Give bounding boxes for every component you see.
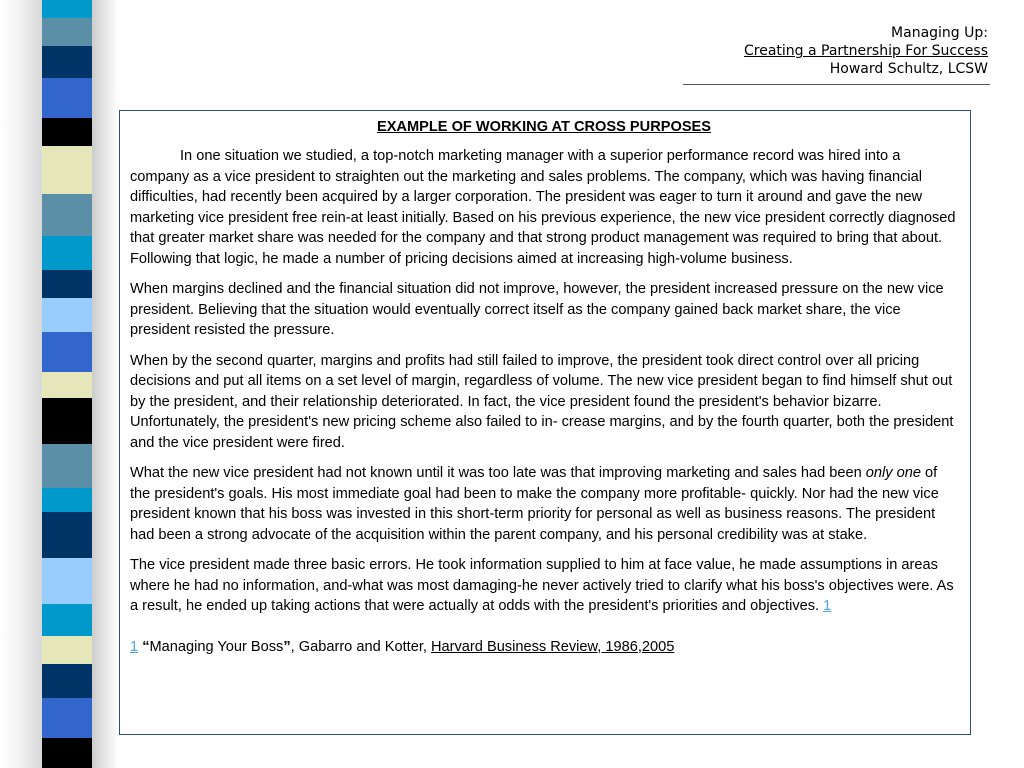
decorative-block <box>42 236 92 270</box>
decorative-block <box>42 372 92 398</box>
paragraph-4-emphasis: only one <box>865 465 921 481</box>
decorative-block <box>42 512 92 558</box>
decorative-block <box>42 18 92 46</box>
footnote-close-quote: ” <box>283 638 291 655</box>
content-box <box>119 110 971 735</box>
decorative-block <box>42 270 92 298</box>
document-title: EXAMPLE OF WORKING AT CROSS PURPOSES <box>376 119 712 135</box>
decorative-block <box>42 738 92 768</box>
decorative-block <box>42 698 92 738</box>
header-author: Howard Schultz, LCSW <box>829 61 988 77</box>
paragraph-5 <box>130 555 958 617</box>
paragraph-4-text-a: What the new vice president had not known until it was too late was that improving marketing and sales had been <box>130 465 866 481</box>
decorative-block <box>42 118 92 146</box>
decorative-block <box>42 332 92 372</box>
paragraph-1: In one situation we studied, a top-notch marketing manager with a superior performance record was hired into a company as a vice president to straighten out the marketing and sales problems. The company, which was having financial difficulties, had recently been acquired by a larger corporation. The president was eager to turn it around and gave the new marketing vice president free rein-at least initially. Based on his previous experience, the new vice president correctly diagnosed that greater market share was needed for the company and that strong product management was required to bring that about. Following that logic, he made a number of pricing decisions aimed at increasing high-volume business. <box>130 148 956 267</box>
header-title: Managing Up: <box>891 25 988 41</box>
paragraph-2: When margins declined and the financial situation did not improve, however, the president increased pressure on the new vice president. Believing that the situation would eventually correct itself as the company gained back market share, the vice president resisted the pressure. <box>130 281 944 338</box>
footnote-article: Managing Your Boss <box>149 638 284 655</box>
paragraph-5-text: The vice president made three basic errors. He took information supplied to him at face value, he made assumptions in areas where he had no information, and-what was most damaging-he never actively tried to clarify what his boss's objectives were. As a result, he ended up taking actions that were actually at odds with the president's priorities and objectives. <box>130 557 954 614</box>
footnote-marker[interactable]: 1 <box>130 638 139 655</box>
decorative-block <box>42 558 92 604</box>
decorative-block <box>42 0 92 18</box>
paragraph-4 <box>130 463 958 545</box>
header <box>744 24 988 78</box>
decorative-block <box>42 146 92 194</box>
footnote-open-quote: “ <box>142 638 150 655</box>
footnote-reference-link[interactable]: 1 <box>823 598 832 614</box>
decorative-block <box>42 46 92 78</box>
decorative-color-blocks <box>42 0 92 768</box>
decorative-block <box>42 398 92 444</box>
decorative-block <box>42 444 92 488</box>
paragraph-4-text-b: of the president's goals. His most immediate goal had been to make the company more profitable- quickly. Nor had the new vice president known that his boss was invested in this short-term priority for personal as well as business reasons. The president had been a strong advocate of the acquisition within the parent company, and his personal credibility was at stake. <box>130 465 939 543</box>
footnote-source: Harvard Business Review, 1986,2005 <box>431 638 675 655</box>
decorative-block <box>42 636 92 664</box>
decorative-block <box>42 488 92 512</box>
header-subtitle: Creating a Partnership For Success <box>744 43 988 59</box>
header-divider <box>683 84 990 85</box>
decorative-block <box>42 298 92 332</box>
paragraph-3: When by the second quarter, margins and profits had still failed to improve, the president took direct control over all pricing decisions and put all items on a set level of margin, regardless of volume. The new vice president began to find himself shut out by the president, and their relationship deteriorated. In fact, the vice president found the president's behavior bizarre. Unfortunately, the president's new pricing scheme also failed to in- crease margins, and by the fourth quarter, both the president and the vice president were fired. <box>130 352 954 451</box>
decorative-block <box>42 194 92 236</box>
footnote-authors: , Gabarro and Kotter, <box>290 638 431 655</box>
decorative-block <box>42 78 92 118</box>
footnote <box>130 637 958 658</box>
decorative-block <box>42 664 92 698</box>
decorative-block <box>42 604 92 636</box>
